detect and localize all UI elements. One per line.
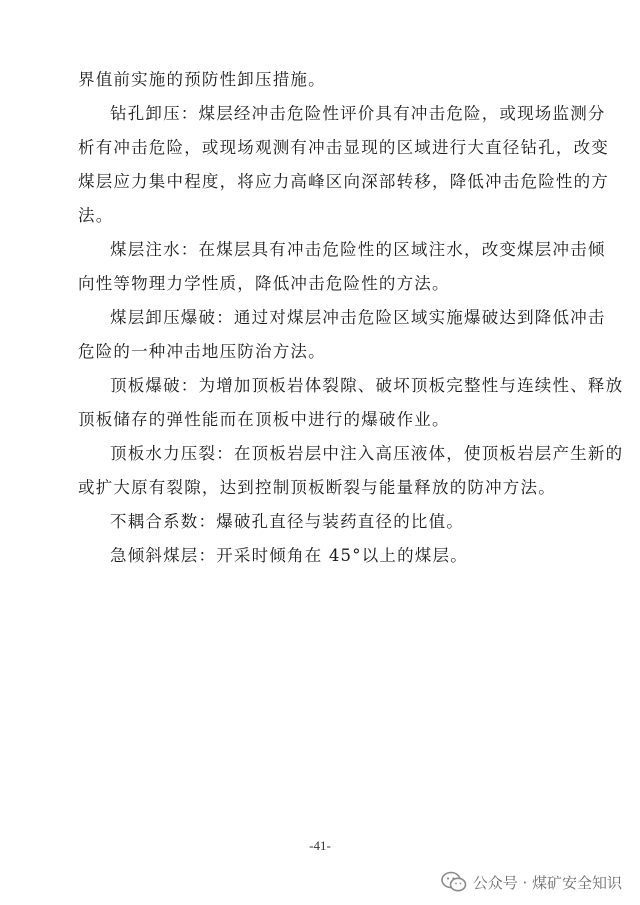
paragraph-line: 顶板储存的弹性能而在顶板中进行的爆破作业。 [78, 410, 450, 429]
term-decoupling-coefficient: 不耦合系数：爆破孔直径与装药直径的比值。 [110, 512, 464, 531]
wechat-icon [441, 871, 467, 893]
term-coal-seam-water-injection: 煤层注水：在煤层具有冲击危险性的区域注水，改变煤层冲击倾 [110, 240, 606, 259]
term-coal-seam-blasting: 煤层卸压爆破：通过对煤层冲击危险区域实施爆破达到降低冲击 [110, 308, 606, 327]
paragraph-line: 析有冲击危险，或现场观测有冲击显现的区域进行大直径钻孔，改变 [78, 138, 609, 157]
paragraph-line: 危险的一种冲击地压防治方法。 [78, 342, 326, 361]
paragraph-line: 界值前实施的预防性卸压措施。 [78, 70, 326, 89]
watermark [441, 869, 622, 895]
paragraph-line: 法。 [78, 206, 114, 225]
term-roof-blasting: 顶板爆破：为增加顶板岩体裂隙、破坏顶板完整性与连续性、释放 [110, 376, 624, 395]
paragraph-line: 煤层应力集中程度，将应力高峰区向深部转移，降低冲击危险性的方 [78, 172, 609, 191]
paragraph-line: 或扩大原有裂隙，达到控制顶板断裂与能量释放的防冲方法。 [78, 478, 556, 497]
term-steep-coal-seam: 急倾斜煤层：开采时倾角在 45°以上的煤层。 [110, 546, 468, 565]
term-roof-hydraulic-fracturing: 顶板水力压裂：在顶板岩层中注入高压液体，使顶板岩层产生新的 [110, 444, 624, 463]
paragraph-line: 向性等物理力学性质，降低冲击危险性的方法。 [78, 274, 450, 293]
term-drilling-pressure-relief: 钻孔卸压：煤层经冲击危险性评价具有冲击危险，或现场监测分 [110, 104, 606, 123]
page-number: -41- [309, 838, 331, 853]
watermark-text: 公众号 · 煤矿安全知识 [472, 873, 622, 892]
